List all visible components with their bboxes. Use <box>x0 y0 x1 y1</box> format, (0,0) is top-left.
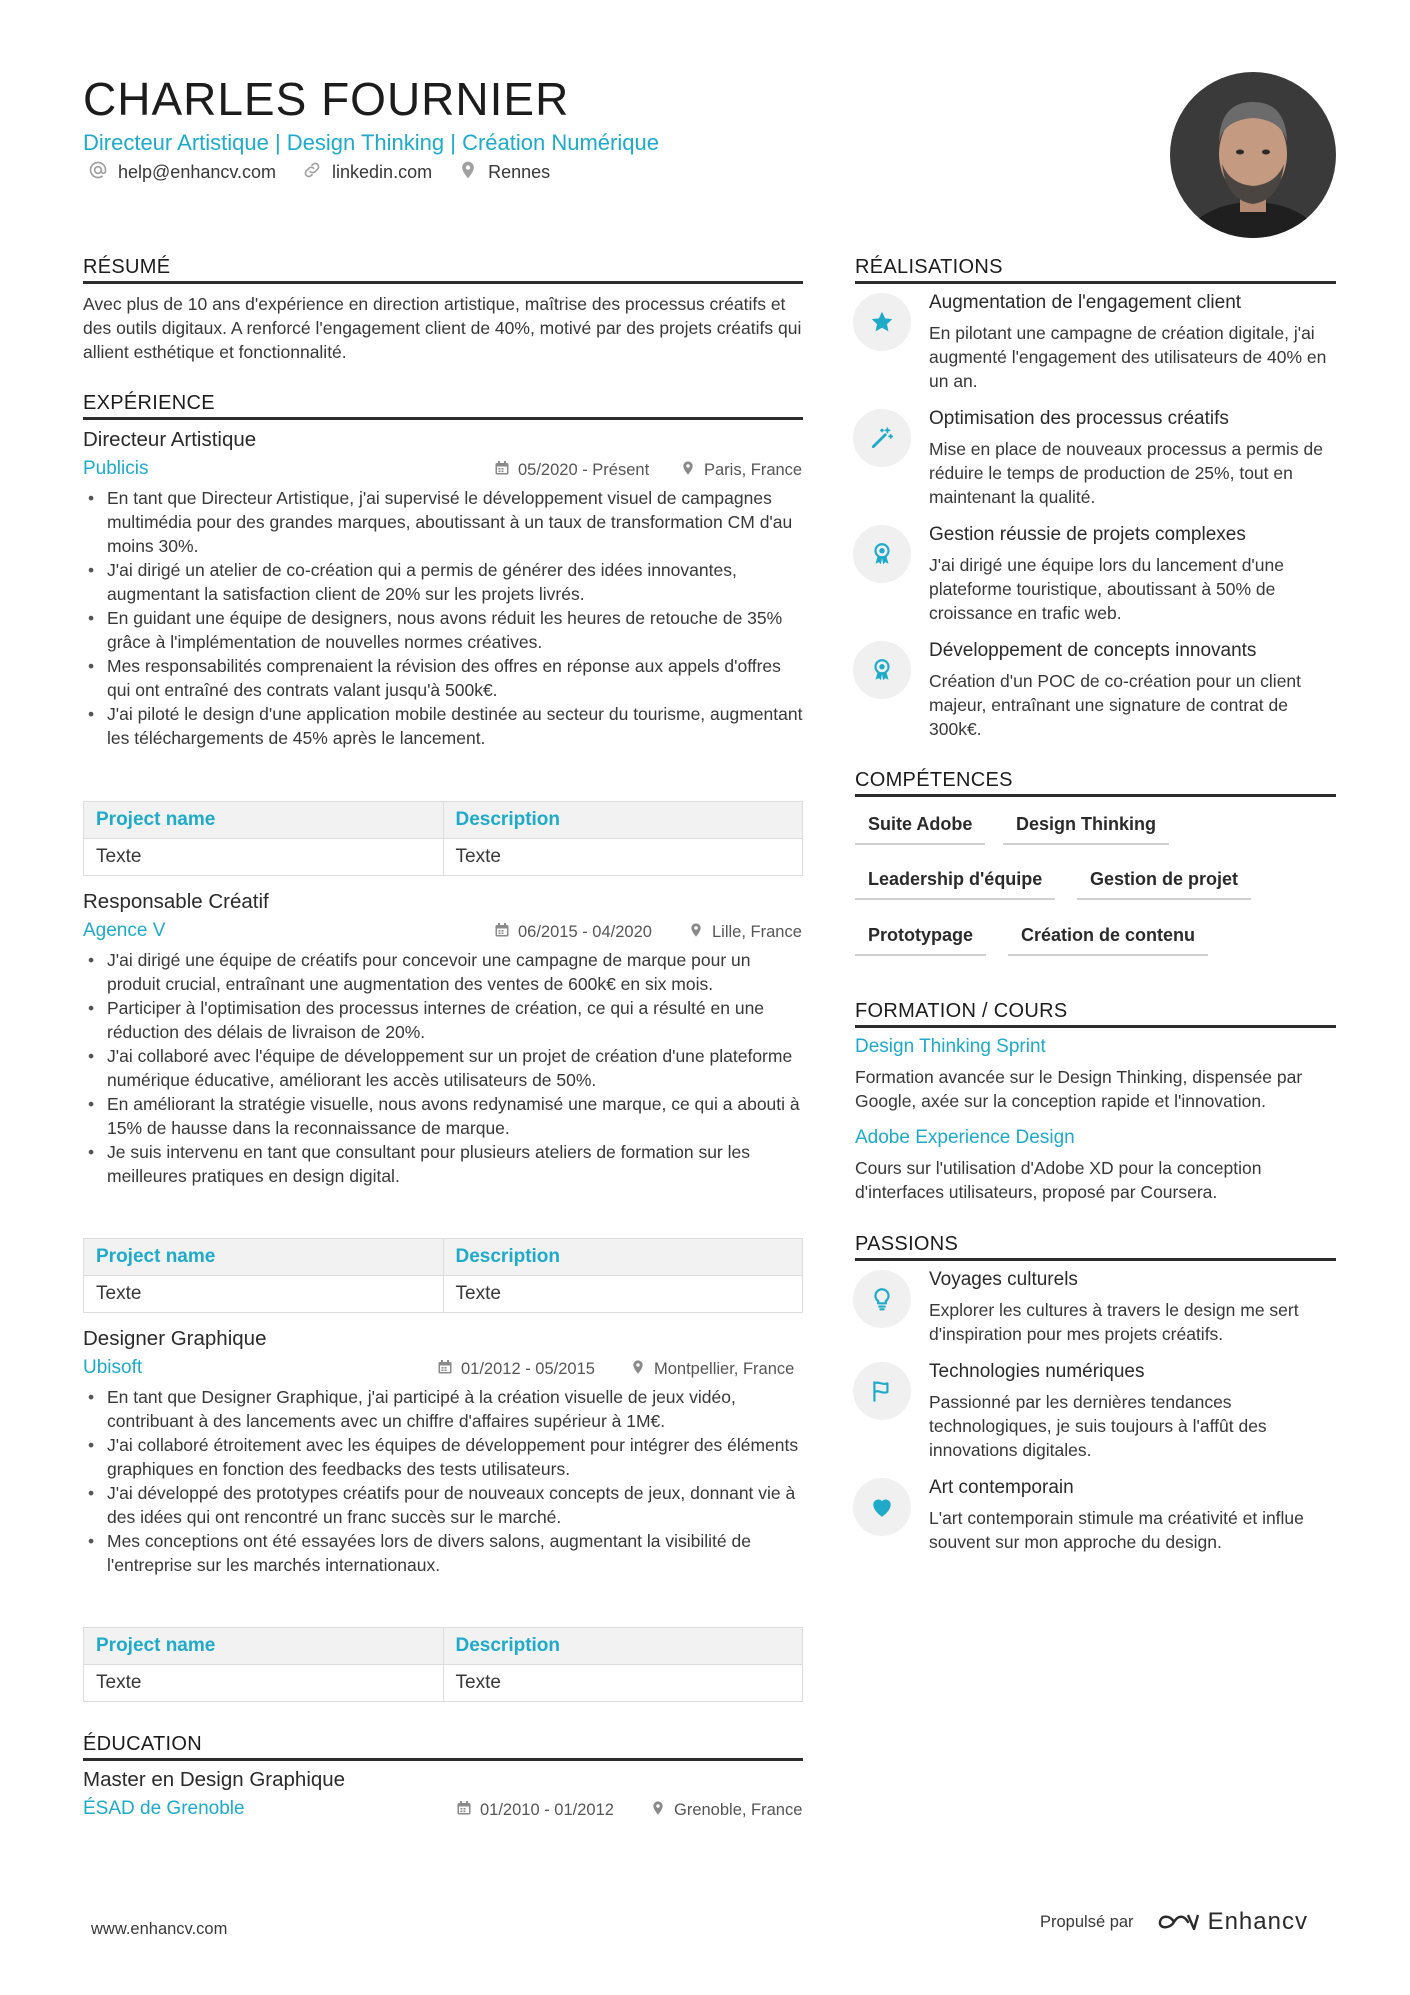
brand-name: Enhancv <box>1207 1908 1308 1935</box>
skill-tag: Création de contenu <box>1008 925 1208 956</box>
headline: Directeur Artistique | Design Thinking | Création Numérique <box>83 130 659 155</box>
education-location <box>650 1800 802 1821</box>
achievement-desc: En pilotant une campagne de création digitale, j'ai augmenté l'engagement des utilisateurs de 40% en un an. <box>929 323 1327 391</box>
section-title-training: FORMATION / COURS <box>855 1000 1336 1028</box>
enhancv-logo[interactable] <box>1154 1908 1308 1936</box>
education-degree: Master en Design Graphique <box>83 1768 346 1791</box>
bullet-item: • En améliorant la stratégie visuelle, nous avons redynamisé une marque, ce qui a abouti à 15% de hausse dans la reconnaissance de marque. <box>83 1092 803 1140</box>
skill-tag: Leadership d'équipe <box>855 869 1055 900</box>
job-dates-text: 06/2015 - 04/2020 <box>518 923 652 941</box>
passion-title: Art contemporain <box>929 1477 1074 1498</box>
bullet-item: • J'ai dirigé un atelier de co-création qui a permis de générer des idées innovantes, augmentant la satisfaction client de 20% sur les projets livrés. <box>83 558 803 606</box>
job-role: Responsable Créatif <box>83 890 269 913</box>
location-pin-icon <box>688 922 704 943</box>
project-name-cell: Texte <box>84 1665 444 1702</box>
location-text: Rennes <box>488 162 551 182</box>
passion-desc: Passionné par les dernières tendances technologiques, je suis toujours à l'affût des innovations digitales. <box>929 1392 1267 1460</box>
job-location-text: Montpellier, France <box>654 1360 795 1378</box>
job-bullets <box>83 948 803 1188</box>
linkedin-text: linkedin.com <box>332 162 433 182</box>
achievement-desc: Mise en place de nouveaux processus a permis de réduire le temps de production de 25%, tout en maintenant la qualité. <box>929 439 1323 507</box>
skill-tag: Prototypage <box>855 925 986 956</box>
project-name-header: Project name <box>84 1628 444 1665</box>
job-role: Directeur Artistique <box>83 428 257 451</box>
bullet-item: • Mes responsabilités comprenaient la révision des offres en réponse aux appels d'offres qui ont entraîné des contrats valant jusqu'à 500k€. <box>83 654 803 702</box>
candidate-name: CHARLES FOURNIER <box>83 73 570 125</box>
job-bullets <box>83 1385 803 1577</box>
at-icon <box>88 160 108 185</box>
award-icon <box>853 525 911 583</box>
passion-title: Voyages culturels <box>929 1269 1078 1290</box>
heart-icon <box>853 1478 911 1536</box>
job-location-text: Lille, France <box>712 923 802 941</box>
course-title: Design Thinking Sprint <box>855 1036 1046 1057</box>
profile-photo <box>1170 72 1336 238</box>
calendar-icon <box>456 1800 472 1821</box>
job-dates-text: 01/2012 - 05/2015 <box>461 1360 595 1378</box>
skill-tag: Design Thinking <box>1003 814 1169 845</box>
bullet-item: • J'ai collaboré avec l'équipe de développement sur un projet de création d'une plateforme numérique éducative, améliorant les accès utilisateurs de 50%. <box>83 1044 803 1092</box>
job-role: Designer Graphique <box>83 1327 267 1350</box>
contact-email[interactable] <box>88 160 276 185</box>
location-pin-icon <box>458 160 478 185</box>
achievement-title: Gestion réussie de projets complexes <box>929 524 1246 545</box>
job-location <box>680 460 802 481</box>
description-cell: Texte <box>443 1665 803 1702</box>
description-header: Description <box>443 1628 803 1665</box>
achievement-desc: J'ai dirigé une équipe lors du lancement d'une plateforme touristique, aboutissant à 50% de croissance en trafic web. <box>929 555 1284 623</box>
star-icon <box>853 293 911 351</box>
job-location <box>630 1359 794 1380</box>
email-text: help@enhancv.com <box>118 162 277 182</box>
contact-location <box>458 160 550 185</box>
contact-linkedin[interactable] <box>302 160 432 185</box>
bullet-item: • En tant que Designer Graphique, j'ai participé à la création visuelle de jeux vidéo, contribuant à des lancements avec un chiffre d'affaires supérieur à 1M€. <box>83 1385 803 1433</box>
course-desc: Cours sur l'utilisation d'Adobe XD pour la conception d'interfaces utilisateurs, proposé par Coursera. <box>855 1158 1262 1202</box>
resume-text: Avec plus de 10 ans d'expérience en direction artistique, maîtrise des processus créatifs et des outils digitaux. A renforcé l'engagement client de 40%, motivé par des projets créatifs qui allient esthétique et fonctionnalité. <box>83 294 802 362</box>
job-dates-text: 05/2020 - Présent <box>518 461 650 479</box>
education-dates-text: 01/2010 - 01/2012 <box>480 1801 614 1819</box>
passion-title: Technologies numériques <box>929 1361 1145 1382</box>
bullet-item: • J'ai développé des prototypes créatifs pour de nouveaux concepts de jeux, donnant vie à des idées qui ont rencontré un franc succès sur le marché. <box>83 1481 803 1529</box>
job-company: Publicis <box>83 458 149 479</box>
course-title: Adobe Experience Design <box>855 1127 1075 1148</box>
project-table <box>83 1627 803 1702</box>
bullet-item: • J'ai dirigé une équipe de créatifs pour concevoir une campagne de marque pour un produit crucial, entraînant une augmentation des ventes de 600k€ en six mois. <box>83 948 803 996</box>
flag-icon <box>853 1362 911 1420</box>
job-location <box>688 922 802 943</box>
description-header: Description <box>443 802 803 839</box>
bullet-item: • Je suis intervenu en tant que consultant pour plusieurs ateliers de formation sur les meilleures pratiques en design digital. <box>83 1140 803 1188</box>
project-name-header: Project name <box>84 1239 444 1276</box>
job-location-text: Paris, France <box>704 461 803 479</box>
description-header: Description <box>443 1239 803 1276</box>
section-title-resume: RÉSUMÉ <box>83 256 803 284</box>
project-table <box>83 1238 803 1313</box>
bullet-item: • Mes conceptions ont été essayées lors de divers salons, augmentant la visibilité de l'entreprise sur les marchés internationaux. <box>83 1529 803 1577</box>
achievement-title: Augmentation de l'engagement client <box>929 292 1242 313</box>
education-location-text: Grenoble, France <box>674 1801 803 1819</box>
section-title-experience: EXPÉRIENCE <box>83 392 803 420</box>
project-name-header: Project name <box>84 802 444 839</box>
section-title-skills: COMPÉTENCES <box>855 769 1336 797</box>
calendar-icon <box>494 460 510 481</box>
calendar-icon <box>494 922 510 943</box>
lightbulb-icon <box>853 1270 911 1328</box>
education-dates <box>456 1800 614 1821</box>
enhancv-logo-mark <box>1154 1909 1200 1935</box>
project-table <box>83 801 803 876</box>
project-name-cell: Texte <box>84 1276 444 1313</box>
achievement-desc: Création d'un POC de co-création pour un client majeur, entraînant une signature de contrat de 300k€. <box>929 671 1302 739</box>
job-dates <box>494 922 652 943</box>
footer-powered-by <box>1040 1908 1308 1936</box>
section-title-passions: PASSIONS <box>855 1233 1336 1261</box>
bullet-item: • Participer à l'optimisation des processus internes de création, ce qui a résulté en une réduction des délais de livraison de 20%. <box>83 996 803 1044</box>
footer-website[interactable]: www.enhancv.com <box>91 1920 228 1938</box>
description-cell: Texte <box>443 839 803 876</box>
skill-tag: Gestion de projet <box>1077 869 1251 900</box>
job-bullets <box>83 486 803 750</box>
bullet-item: • En guidant une équipe de designers, nous avons réduit les heures de retouche de 35% grâce à l'implémentation de nouvelles normes créatives. <box>83 606 803 654</box>
passion-desc: L'art contemporain stimule ma créativité et influe souvent sur mon approche du design. <box>929 1508 1304 1552</box>
achievement-title: Optimisation des processus créatifs <box>929 408 1229 429</box>
calendar-icon <box>437 1359 453 1380</box>
education-school: ÉSAD de Grenoble <box>83 1798 245 1819</box>
powered-by-label: Propulsé par <box>1040 1912 1134 1931</box>
magic-wand-icon <box>853 409 911 467</box>
description-cell: Texte <box>443 1276 803 1313</box>
passion-desc: Explorer les cultures à travers le design me sert d'inspiration pour mes projets créatifs. <box>929 1300 1299 1344</box>
bullet-item: • J'ai piloté le design d'une application mobile destinée au secteur du tourisme, augmentant les téléchargements de 45% après le lancement. <box>83 702 803 750</box>
link-icon <box>302 160 322 185</box>
bullet-item: • En tant que Directeur Artistique, j'ai supervisé le développement visuel de campagnes multimédia pour des grandes marques, aboutissant à un taux de transformation CM d'au moins 30%. <box>83 486 803 558</box>
section-title-education: ÉDUCATION <box>83 1733 803 1761</box>
bullet-item: • J'ai collaboré étroitement avec les équipes de développement pour intégrer des éléments graphiques en fonction des feedbacks des tests utilisateurs. <box>83 1433 803 1481</box>
contact-bar <box>88 160 550 185</box>
achievement-title: Développement de concepts innovants <box>929 640 1257 661</box>
project-name-cell: Texte <box>84 839 444 876</box>
location-pin-icon <box>650 1800 666 1821</box>
location-pin-icon <box>680 460 696 481</box>
job-company: Agence V <box>83 920 166 941</box>
section-title-achievements: RÉALISATIONS <box>855 256 1336 284</box>
job-company: Ubisoft <box>83 1357 143 1378</box>
award-icon <box>853 641 911 699</box>
skill-tag: Suite Adobe <box>855 814 985 845</box>
course-desc: Formation avancée sur le Design Thinking, dispensée par Google, axée sur la conception rapide et l'innovation. <box>855 1067 1303 1111</box>
job-dates <box>494 460 649 481</box>
location-pin-icon <box>630 1359 646 1380</box>
job-dates <box>437 1359 595 1380</box>
